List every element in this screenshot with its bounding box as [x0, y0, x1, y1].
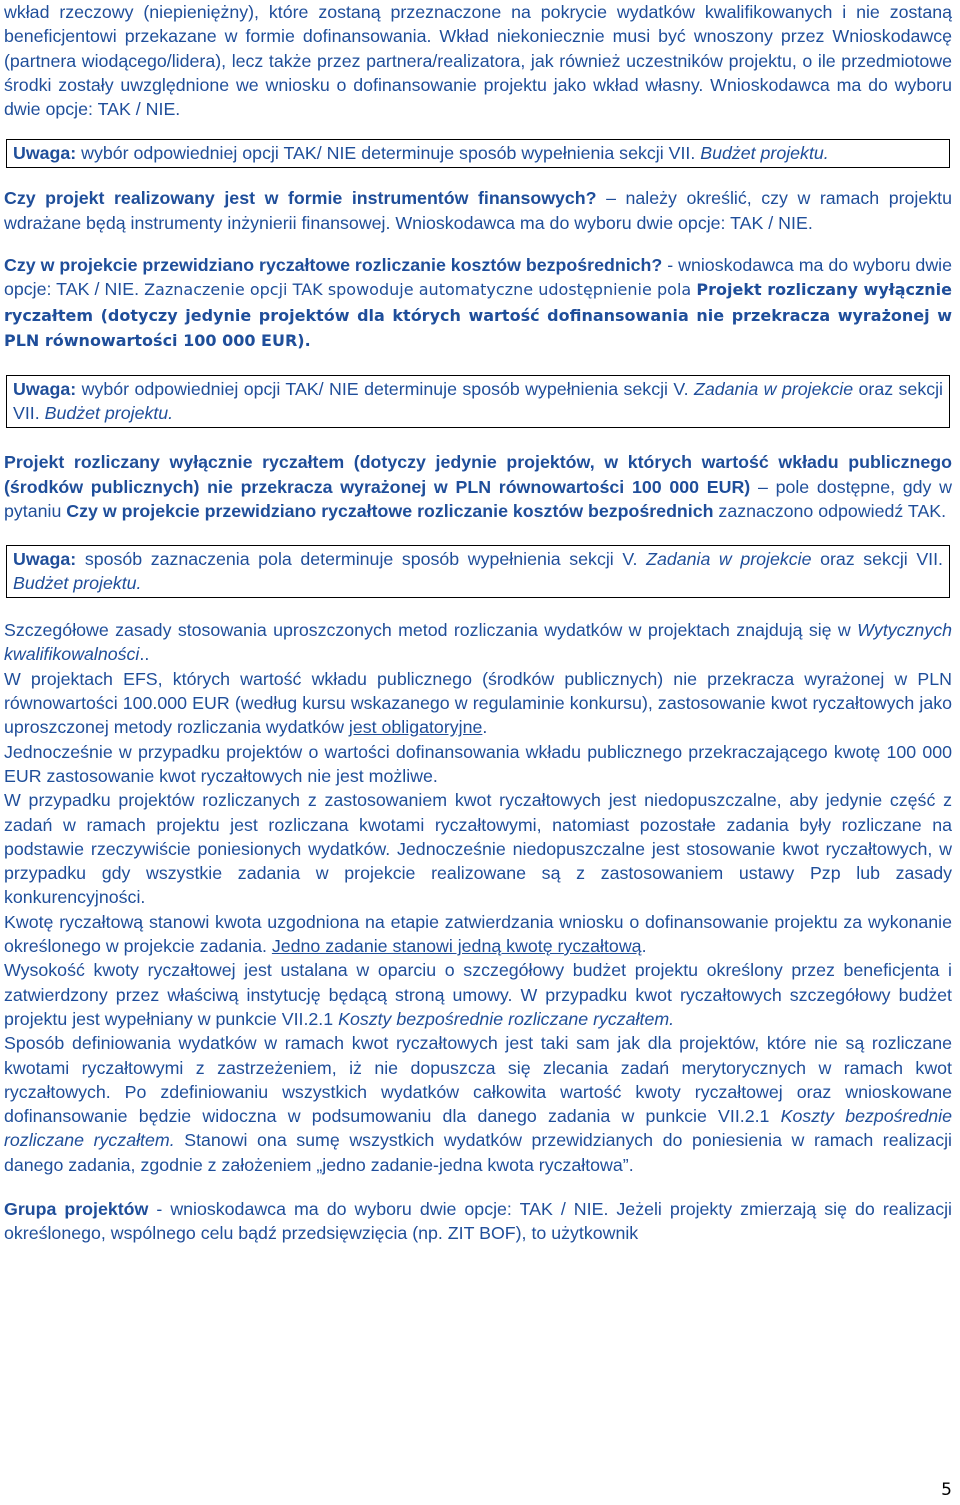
paragraph-sposob-definiowania: Sposób definiowania wydatków w ramach kwot ryczałtowych jest taki sam jak dla projektów, które nie są rozliczane kwotami ryczałtowymi z zastrzeżeniem, iż nie dopuszcza się zlecania zadań merytorycznych w ramach kwot ryczałtowych. Po zdefiniowaniu wszystkich wydatków całkowita wartość kwoty ryczałtowej oraz wnioskowane dofinansowanie będzie widoczna w podsumowaniu dla danego zadania w punkcie VII.2.1 Koszty bezpośrednie rozliczane ryczałtem. Stanowi ona sumę wszystkich wydatków przewidzianych do poniesienia w ramach realizacji danego zadania, zgodnie z założeniem „jedno zadanie-jedna kwota ryczałtowa”.: [4, 1033, 952, 1175]
paragraph-niedopuszczalne: W przypadku projektów rozliczanych z zastosowaniem kwot ryczałtowych jest niedopuszczalne, aby jedynie część z zadań w ramach projektu jest rozliczana kwotami ryczałtowymi, natomiast pozostałe zadania były rozliczane na podstawie rzeczywiście poniesionych wydatków. Jednocześnie niedopuszczalne jest stosowanie kwot ryczałtowych, w przypadku gdy wszystkie zadania w projekcie realizowane są z zastosowaniem ustawy Pzp lub zasady konkurencyjności.: [4, 790, 952, 908]
field-name-ryczalt: Projekt rozliczany wyłącznie ryczałtem (dotyczy jedynie projektów dla których wartość dofinansowania nie przekracza wyrażonej w PLN równowartości 100 000 EUR).: [4, 280, 953, 350]
paragraph-ryczalt: Czy w projekcie przewidziano ryczałtowe rozliczanie kosztów bezpośrednich? - wnioskodawca ma do wyboru dwie opcje: TAK / NIE. Zaznaczenie opcji TAK spowoduje automatyczne udostępnienie pola Projekt rozliczany wyłącznie ryczałtem (dotyczy jedynie projektów dla których wartość dofinansowania nie przekracza wyrażonej w PLN równowartości 100 000 EUR).: [4, 255, 953, 350]
note-box-budzet: [6, 139, 950, 168]
paragraph-wysokosc: Wysokość kwoty ryczałtowej jest ustalana w oparciu o szczegółowy budżet projektu określony przez beneficjenta i zatwierdzony przez właściwą instytucję będącą stroną umowy. W przypadku kwot ryczałtowych szczegółowy budżet projektu jest wypełniany w punkcie VII.2.1 Koszty bezpośrednie rozliczane ryczałtem.: [4, 960, 952, 1029]
paragraph-efs: W projektach EFS, których wartość wkładu publicznego (środków publicznych) nie przekracza wyrażonej w PLN równowartości 100.000 EUR (według kursu wskazanego w regulaminie konkursu), zastosowanie kwot ryczałtowych jako uproszczonej metody rozliczania wydatków jest obligatoryjne.: [4, 668, 952, 738]
note-label: Uwaga:: [13, 143, 77, 164]
paragraph-instrumenty-finansowe: Czy projekt realizowany jest w formie instrumentów finansowych? – należy określić, czy w ramach projektu wdrażane będą instrumenty inżynierii finansowej. Wnioskodawca ma do wyboru dwie opcje: TAK / NIE.: [4, 188, 952, 233]
paragraph-projekt-ryczaltem: Projekt rozliczany wyłącznie ryczałtem (dotyczy jedynie projektów, w których wartość wkładu publicznego (środków publicznych) nie przekracza wyrażonej w PLN równowartości 100 000 EUR) – pole dostępne, gdy w pytaniu Czy w projekcie przewidziano ryczałtowe rozliczanie kosztów bezpośrednich zaznaczono odpowiedź TAK.: [4, 452, 952, 521]
paragraph-wklad-wlasny: wkład rzeczowy (niepieniężny), które zostaną przeznaczone na pokrycie wydatków kwalifikowanych i nie zostaną beneficjentowi przekazane w formie dofinansowania. Wkład niekoniecznie musi być wnoszony przez Wnioskodawcę (partnera wiodącego/lidera), lecz także przez partnera/realizatora, jak również uczestników projektu, o ile przedmiotowe środki zostały uwzględnione we wniosku o dofinansowanie projektu jako wkład własny. Wnioskodawca ma do wyboru dwie opcje: TAK / NIE.: [4, 2, 952, 120]
question-ryczalt: Czy w projekcie przewidziano ryczałtowe rozliczanie kosztów bezpośrednich?: [4, 255, 663, 276]
note-section-ref: Budżet projektu.: [700, 143, 829, 164]
paragraph-kwota-ryczaltowa: Kwotę ryczałtową stanowi kwota uzgodniona na etapie zatwierdzania wniosku o dofinansowanie projektu za wykonanie określonego w projekcie zadania. Jedno zadanie stanowi jedną kwotę ryczałtową.: [4, 911, 952, 957]
question-instrumenty: Czy projekt realizowany jest w formie instrumentów finansowych?: [4, 188, 597, 209]
note-box-pole: Uwaga: sposób zaznaczenia pola determinuje sposób wypełnienia sekcji V. Zadania w projekcie oraz sekcji VII. Budżet projektu.: [6, 545, 950, 598]
note-box-zadania: Uwaga: wybór odpowiedniej opcji TAK/ NIE determinuje sposób wypełnienia sekcji V. Zadania w projekcie oraz sekcji VII. Budżet projektu.: [6, 375, 950, 428]
page-number: 5: [941, 1480, 952, 1500]
paragraph-jednoczesnie: Jednocześnie w przypadku projektów o wartości dofinansowania wkładu publicznego przekraczającego kwotę 100 000 EUR zastosowanie kwot ryczałtowych nie jest możliwe.: [4, 741, 952, 786]
paragraph-zasady: Szczegółowe zasady stosowania uproszczonych metod rozliczania wydatków w projektach znajdują się w Wytycznych kwalifikowalności..: [4, 620, 952, 665]
note-text: wybór odpowiedniej opcji TAK/ NIE determinuje sposób wypełnienia sekcji VII.: [76, 143, 701, 164]
document-page: [4, 0, 952, 1246]
paragraph-grupa-projektow: Grupa projektów - wnioskodawca ma do wyboru dwie opcje: TAK / NIE. Jeżeli projekty zmierzają się do realizacji określonego, wspólnego celu bądź przedsięwzięcia (np. ZIT BOF), to użytkownik: [4, 1198, 952, 1244]
